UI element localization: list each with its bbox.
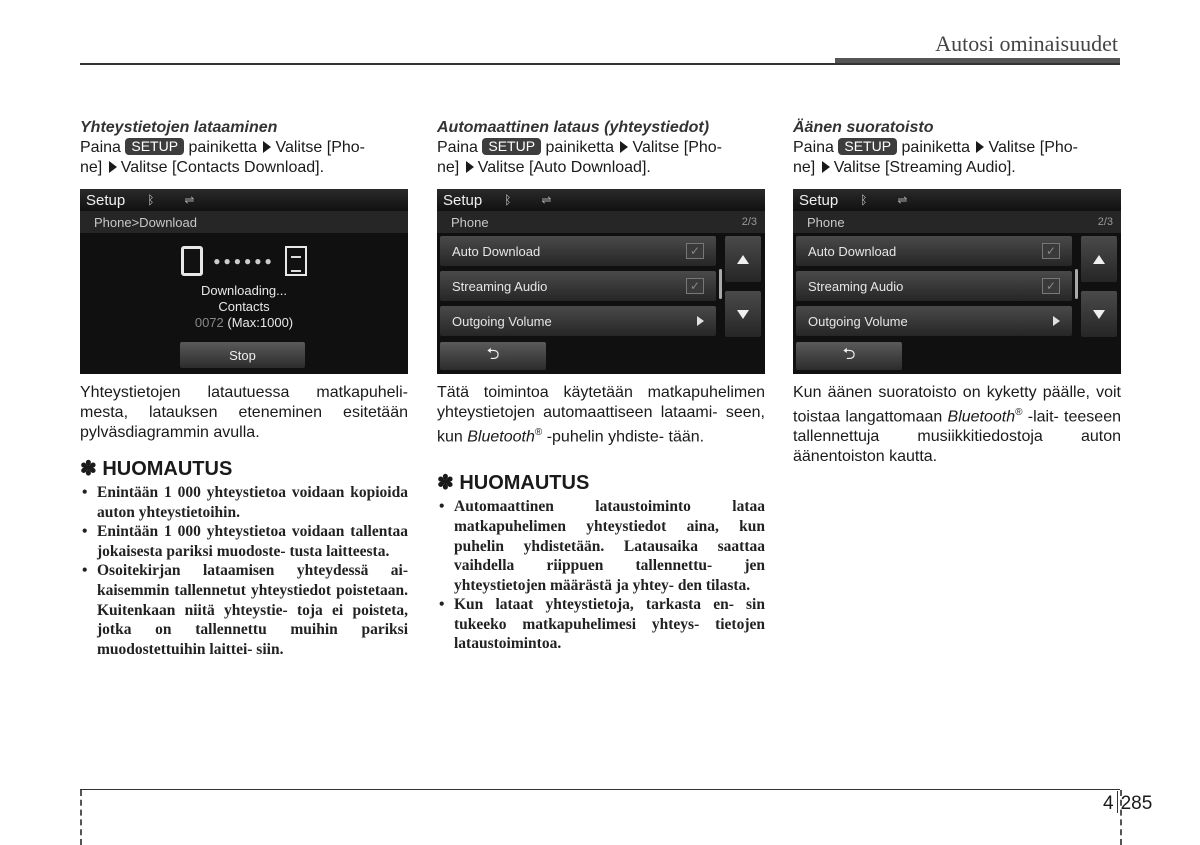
checkbox-icon[interactable]: ✓ [1042, 278, 1060, 294]
note-list [437, 497, 765, 654]
instr-text: painiketta [901, 139, 971, 156]
bluetooth-icon: ᛒ [860, 193, 868, 207]
page-index: 285 [1120, 793, 1153, 814]
body-text [437, 383, 765, 447]
body-text-part: Kun äänen suoratoisto on kyketty päälle, voit toistaa langattomaan [793, 384, 1121, 426]
note-item: • Enintään 1 000 yhteystietoa voidaan kopioida auton yhteystietoihin. [80, 483, 408, 522]
option-outgoing-volume[interactable] [440, 306, 716, 336]
screen-topbar [437, 189, 765, 211]
header-rule [80, 63, 1120, 65]
option-outgoing-volume[interactable] [796, 306, 1072, 336]
section-title: Automaattinen lataus (yhteystiedot) [437, 119, 710, 136]
option-label: Auto Download [452, 243, 541, 259]
checkbox-icon[interactable]: ✓ [686, 243, 704, 259]
contacts-doc-icon [285, 246, 307, 276]
instr-text: painiketta [545, 139, 615, 156]
section-title: Äänen suoratoisto [793, 119, 934, 136]
bluetooth-icon: ᛒ [147, 193, 155, 207]
phone-icon [181, 246, 203, 276]
brand-name: Bluetooth [947, 408, 1016, 426]
arrow-up-icon [737, 255, 749, 264]
back-arrow-icon: ⮌ [486, 345, 500, 363]
setup-key-icon: SETUP [838, 138, 897, 155]
progress-dots-icon: ●●●●●● [213, 254, 275, 268]
instr-text: Valitse [Auto Download]. [477, 159, 651, 176]
arrow-right-icon [109, 161, 117, 173]
download-screen [80, 189, 408, 374]
registered-mark: ® [534, 427, 543, 438]
note-title: ✽ HUOMAUTUS [80, 458, 233, 480]
option-auto-download[interactable] [796, 236, 1072, 266]
arrow-down-icon [737, 310, 749, 319]
back-button[interactable] [440, 342, 546, 370]
usb-icon: ⇌ [541, 193, 552, 207]
column-contacts-download [80, 118, 408, 659]
breadcrumb-text: Phone [451, 214, 489, 230]
body-text-part: Tätä toimintoa käytetään matkapuhelimen yhteystietojen automaattiseen lataami- seen, kun [437, 384, 765, 446]
phone-settings-screen [793, 189, 1121, 374]
instr-text: ne] [793, 159, 816, 176]
screen-topbar [793, 189, 1121, 211]
breadcrumb-text: Phone>Download [94, 214, 197, 230]
chevron-right-icon [1053, 316, 1060, 326]
brand-name: Bluetooth [467, 428, 535, 446]
option-label: Outgoing Volume [808, 313, 908, 329]
screen-breadcrumb [80, 211, 408, 233]
arrow-right-icon [620, 141, 628, 153]
option-streaming-audio[interactable] [796, 271, 1072, 301]
screen-breadcrumb [437, 211, 765, 233]
note-item: • Enintään 1 000 yhteystietoa voidaan tallentaa jokaisesta pariksi muodoste- tusta laitteesta. [80, 522, 408, 561]
registered-mark: ® [1015, 407, 1023, 418]
section-title: Yhteystietojen lataaminen [80, 119, 278, 136]
footer-crop-mark [80, 790, 82, 845]
arrow-down-icon [1093, 310, 1105, 319]
instr-text: Paina [437, 139, 478, 156]
setup-key-icon: SETUP [482, 138, 541, 155]
option-label: Streaming Audio [808, 278, 904, 294]
instruction [793, 138, 1121, 178]
instr-text: ne] [437, 159, 460, 176]
note-item: • Kun lataat yhteystietoja, tarkasta en- sin tukeeko matkapuhelimesi yhteys- tietojen lataustoimintoa. [437, 595, 765, 654]
scroll-up-button[interactable] [725, 236, 761, 282]
body-text-part: -lait- teeseen tallennettuja musiikkitiedostoja auton äänentoiston kautta. [793, 408, 1121, 466]
instr-text: Valitse [Streaming Audio]. [833, 159, 1016, 176]
screen-topbar [80, 189, 408, 211]
scroll-down-button[interactable] [725, 291, 761, 337]
arrow-right-icon [976, 141, 984, 153]
scrollbar[interactable] [719, 269, 722, 299]
instruction [80, 138, 408, 178]
phone-settings-screen [437, 189, 765, 374]
instr-text: Valitse [Pho- [275, 139, 365, 156]
page-separator [1117, 791, 1118, 813]
chapter-number: 4 [1103, 793, 1114, 814]
screen-title: Setup [799, 191, 839, 209]
body-text [793, 383, 1121, 467]
setup-key-icon: SETUP [125, 138, 184, 155]
scrollbar[interactable] [1075, 269, 1078, 299]
downloading-label: Downloading... [201, 283, 287, 298]
note-item: • Automaattinen lataustoiminto lataa matkapuhelimen yhteystiedot aina, kun puhelin yhdistetään. Latausaika saattaa vaihdella riippuen tallennettu- jen yhteystietojen määrästä ja yhtey- den tilasta. [437, 497, 765, 595]
instruction [437, 138, 765, 178]
instr-text: Paina [80, 139, 121, 156]
instr-text: Valitse [Pho- [988, 139, 1078, 156]
column-streaming-audio [793, 118, 1121, 467]
body-text: Yhteystietojen latautuessa matkapuheli- mesta, latauksen eteneminen esitetään pylväsdiagrammin avulla. [80, 384, 408, 441]
instr-text: Valitse [Contacts Download]. [120, 159, 325, 176]
usb-icon: ⇌ [184, 193, 195, 207]
download-max: (Max:1000) [227, 315, 294, 330]
column-auto-download [437, 118, 765, 654]
download-progress [80, 233, 408, 331]
note-title: ✽ HUOMAUTUS [437, 472, 590, 495]
checkbox-icon[interactable]: ✓ [686, 278, 704, 294]
back-arrow-icon: ⮌ [842, 345, 856, 363]
arrow-right-icon [822, 161, 830, 173]
back-button[interactable] [796, 342, 902, 370]
instr-text: Valitse [Pho- [632, 139, 722, 156]
page-indicator: 2/3 [1097, 216, 1113, 228]
contacts-label: Contacts [218, 299, 270, 314]
header-title: Autosi ominaisuudet [935, 31, 1118, 56]
footer-rule [80, 789, 1120, 790]
scroll-up-button[interactable] [1081, 236, 1117, 282]
stop-button[interactable]: Stop [180, 342, 305, 368]
arrow-up-icon [1093, 255, 1105, 264]
arrow-right-icon [466, 161, 474, 173]
screen-breadcrumb [793, 211, 1121, 233]
instr-text: painiketta [188, 139, 258, 156]
screen-title: Setup [443, 191, 483, 209]
note-item: • Osoitekirjan lataamisen yhteydessä ai- kaisemmin tallennetut yhteystiedot poistetaan. Kuitenkaan niitä yhteystie- toja ei poisteta, jotka on tallennettu muihin pariksi muodostettuihin laittei- siin. [80, 561, 408, 659]
note-list [80, 483, 408, 659]
download-count: 0072 [194, 315, 224, 330]
chevron-right-icon [697, 316, 704, 326]
arrow-right-icon [263, 141, 271, 153]
option-streaming-audio[interactable] [440, 271, 716, 301]
option-label: Streaming Audio [452, 278, 548, 294]
option-auto-download[interactable] [440, 236, 716, 266]
bluetooth-icon: ᛒ [504, 193, 512, 207]
page-number [1103, 791, 1152, 815]
instr-text: Paina [793, 139, 834, 156]
screen-title: Setup [86, 191, 126, 209]
option-label: Auto Download [808, 243, 897, 259]
instr-text: ne] [80, 159, 103, 176]
page-indicator: 2/3 [741, 216, 757, 228]
option-label: Outgoing Volume [452, 313, 552, 329]
usb-icon: ⇌ [897, 193, 908, 207]
scroll-down-button[interactable] [1081, 291, 1117, 337]
breadcrumb-text: Phone [807, 214, 845, 230]
checkbox-icon[interactable]: ✓ [1042, 243, 1060, 259]
body-text-part: -puhelin yhdiste- tään. [546, 428, 705, 446]
